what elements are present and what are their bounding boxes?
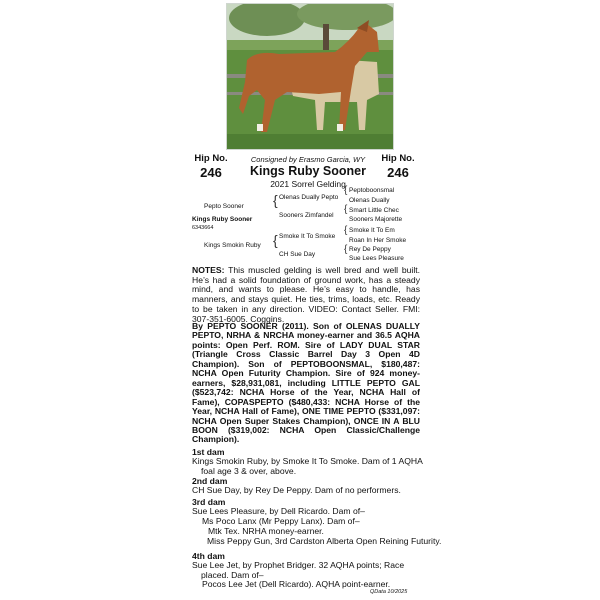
brace-g3-4: { bbox=[344, 244, 348, 255]
notes-text: This muscled gelding is well bred and well built. He’s had a solid foundation of ground work, has a steady mind, and wants to please. He’s easy to handle, has manners, and stays quiet. He ties, trims, loads, etc. Ready to be taken in any direction. VIDEO: Contact Seller. FMI: 307-351-6005. Coggins. bbox=[192, 265, 421, 324]
dam-1-heading: 1st dam bbox=[192, 447, 225, 457]
dam-1-text: Kings Smokin Ruby, by Smoke It To Smoke. Dam of 1 AQHA foal age 3 & over, above. bbox=[192, 456, 423, 476]
dam-4-line-1: Sue Lee Jet, by Prophet Bridger. 32 AQHA points; Race placed. Dam of– bbox=[192, 560, 405, 580]
pedigree-dam: Kings Smokin Ruby bbox=[204, 242, 261, 249]
brace-g3-2: { bbox=[344, 204, 348, 215]
pedigree-dam-sire: Smoke It To Smoke bbox=[279, 233, 336, 240]
pedigree-g3-2: Olenas Dually bbox=[349, 197, 390, 204]
brace-sire: { bbox=[273, 192, 278, 208]
horse-name: Kings Ruby Sooner bbox=[250, 164, 366, 178]
hip-value-left: 246 bbox=[200, 165, 222, 180]
hip-number-left bbox=[191, 153, 231, 180]
sire-summary: By PEPTO SOONER (2011). Son of OLENAS DUALLY PEPTO, NRHA & NRCHA money-earner and 36.5 AQHA points: Open Perf. ROM. Sire of LADY DUAL STAR (Triangle Cross Classic Barrel Day 3 Open 4D Champion). Son of PEPTOBOONSMAL, $180,487: NCHA Open Futurity Champion. Sire of 924 money-earners, $28,931,081, including LITTLE PEPTO GAL ($523,742: NCHA Horse of the Year, NCHA Hall of Fame), COPASPEPTO ($480,433: NCHA Horse of the Year, NCHA Hall of Fame), ONE TIME PEPTO ($331,097: NCHA Open Super Stakes Champion), ONCE IN A BLU BOON ($319,002: NCHA Open Classic/Challenge Champion). bbox=[192, 321, 420, 445]
dam-2-text: CH Sue Day, by Rey De Peppy. Dam of no performers. bbox=[192, 485, 401, 495]
dam-3-line-4: Miss Peppy Gun, 3rd Cardston Alberta Open Reining Futurity. bbox=[207, 536, 442, 546]
horse-photo bbox=[226, 3, 394, 150]
pedigree-dam-dam: CH Sue Day bbox=[279, 251, 316, 258]
hip-value-right: 246 bbox=[387, 165, 409, 180]
pedigree-g3-1: Peptoboonsmal bbox=[349, 187, 395, 194]
pedigree-g3-6: Roan In Her Smoke bbox=[349, 237, 407, 244]
dam-3-line-2: Ms Poco Lanx (Mr Peppy Lanx). Dam of– bbox=[202, 516, 360, 526]
notes-paragraph bbox=[192, 266, 420, 324]
pedigree-g3-3: Smart Little Chec bbox=[349, 207, 399, 214]
pedigree-subject-reg: 6343664 bbox=[192, 225, 214, 231]
horse-description: 2021 Sorrel Gelding bbox=[270, 179, 346, 189]
pedigree-sire-dam: Sooners Zimfandel bbox=[279, 212, 334, 219]
hip-label-left: Hip No. bbox=[194, 153, 228, 164]
dam-3-line-1: Sue Lees Pleasure, by Dell Ricardo. Dam of– bbox=[192, 506, 365, 516]
pedigree-g3-4: Sooners Majorette bbox=[349, 216, 403, 223]
notes-label: NOTES: bbox=[192, 265, 225, 275]
dam-3-line-3: Mtk Tex. NRHA money-earner. bbox=[208, 526, 324, 536]
footer-credit: QData 10/2025 bbox=[370, 589, 408, 595]
pedigree-g3-8: Sue Lees Pleasure bbox=[349, 255, 404, 262]
pedigree-g3-7: Rey De Peppy bbox=[349, 246, 391, 253]
hip-number-right bbox=[378, 153, 418, 180]
dam-4-heading: 4th dam bbox=[192, 551, 225, 561]
brace-g3-1: { bbox=[344, 185, 348, 196]
consignor: Consigned by Erasmo Garcia, WY bbox=[250, 155, 366, 164]
brace-dam: { bbox=[273, 232, 278, 248]
dam-4-line-2: Pocos Lee Jet (Dell Ricardo). AQHA point-earner. bbox=[202, 579, 391, 589]
brace-g3-3: { bbox=[344, 225, 348, 236]
pedigree-subject: Kings Ruby Sooner bbox=[192, 216, 253, 223]
pedigree-g3-5: Smoke It To Em bbox=[349, 227, 395, 234]
hip-label-right: Hip No. bbox=[381, 153, 415, 164]
dam-3-heading: 3rd dam bbox=[192, 497, 226, 507]
pedigree-sire-sire: Olenas Dually Pepto bbox=[279, 194, 339, 201]
dam-2-heading: 2nd dam bbox=[192, 476, 228, 486]
pedigree-sire: Pepto Sooner bbox=[204, 203, 244, 210]
